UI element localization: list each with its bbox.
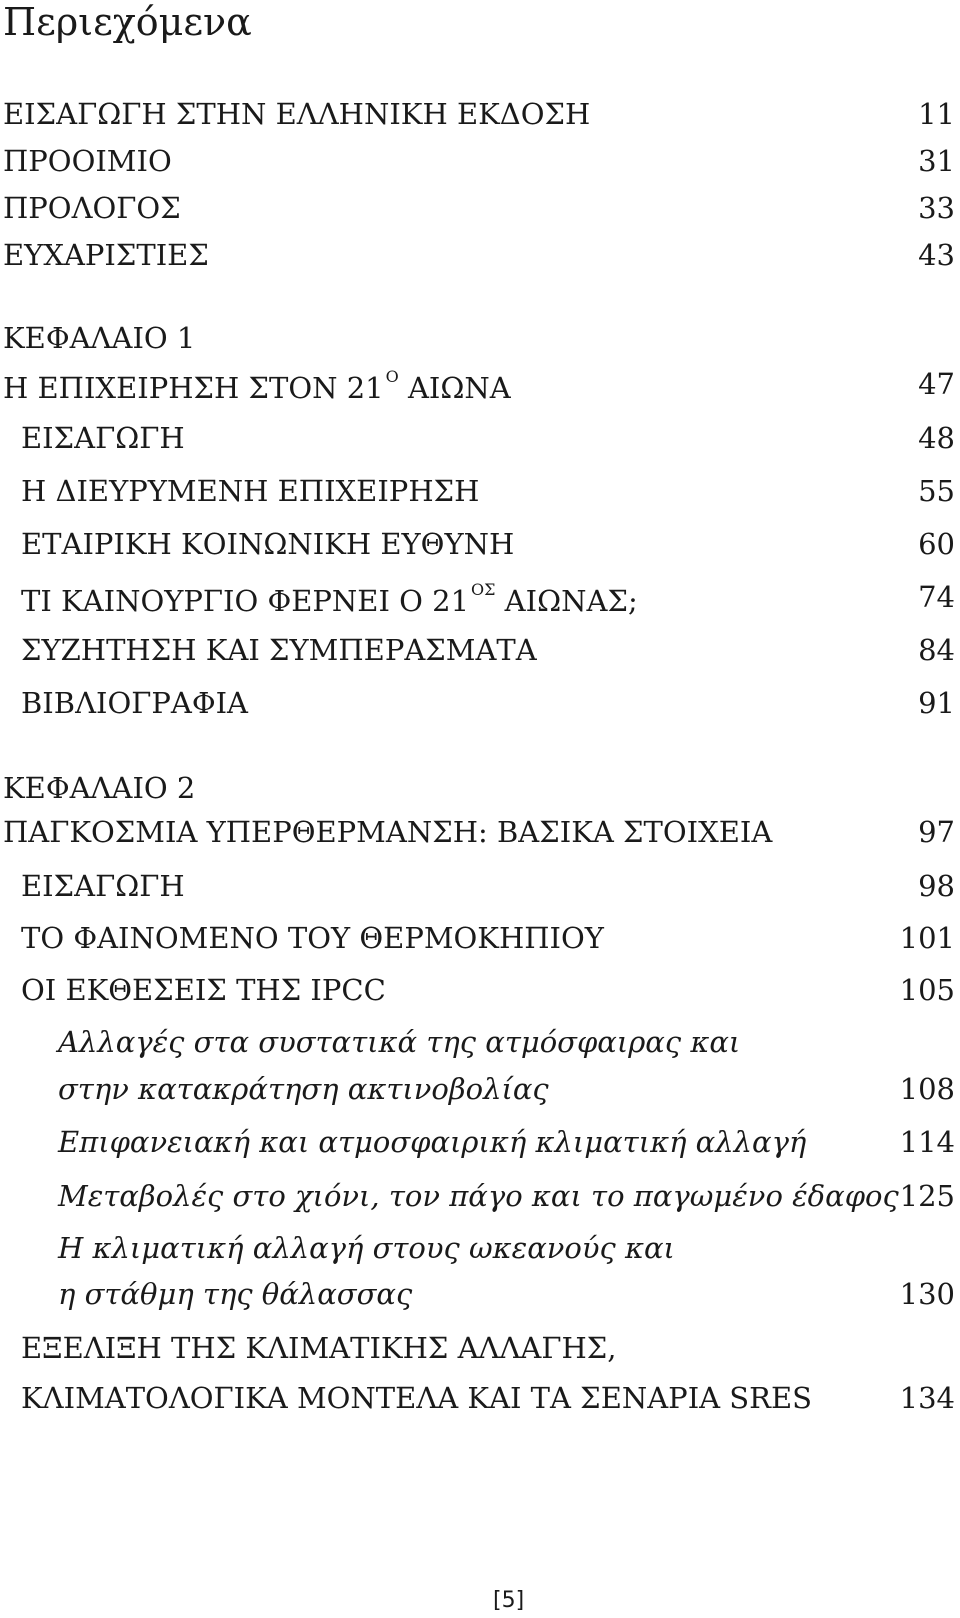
- superscript: ΟΣ: [471, 580, 496, 599]
- toc-section-line1[interactable]: [0, 1331, 955, 1371]
- toc-entry-page: 91: [918, 686, 955, 720]
- toc-subsection-label: Επιφανειακή και ατμοσφαιρική κλιματική αλλαγή: [58, 1125, 807, 1159]
- toc-entry-page: 31: [918, 144, 955, 178]
- toc-section-label: ΕΞΕΛΙΞΗ ΤΗΣ ΚΛΙΜΑΤΙΚΗΣ ΑΛΛΑΓΗΣ,: [21, 1331, 617, 1365]
- chapter-1-heading: [0, 321, 955, 361]
- toc-section[interactable]: [0, 686, 955, 726]
- toc-entry-page: 97: [918, 815, 955, 849]
- chapter-2-title[interactable]: [0, 815, 955, 855]
- toc-entry-page: 84: [918, 633, 955, 667]
- toc-entry[interactable]: [0, 97, 955, 137]
- toc-entry[interactable]: [0, 238, 955, 278]
- toc-entry-label: ΠΡΟΛΟΓΟΣ: [3, 191, 181, 225]
- toc-section[interactable]: [0, 527, 955, 567]
- toc-subsection[interactable]: [0, 1072, 955, 1112]
- toc-entry-page: 11: [918, 97, 955, 131]
- toc-entry-label: ΠΡΟΟΙΜΙΟ: [3, 144, 172, 178]
- toc-section-label: ΣΥΖΗΤΗΣΗ ΚΑΙ ΣΥΜΠΕΡΑΣΜΑΤΑ: [21, 633, 537, 667]
- chapter-title-label: Η ΕΠΙΧΕΙΡΗΣΗ ΣΤΟΝ 21 $^O$ ΑΙΩΝΑ: [3, 367, 511, 405]
- page-number: [5]: [493, 1588, 525, 1613]
- toc-entry-page: 33: [918, 191, 955, 225]
- toc-entry-page: 43: [918, 238, 955, 272]
- toc-subsection[interactable]: [0, 1179, 955, 1219]
- chapter-heading-label: ΚΕΦΑΛΑΙΟ 2: [3, 771, 196, 805]
- toc-section[interactable]: [0, 1381, 955, 1421]
- toc-section-label: ΤΙ ΚΑΙΝΟΥΡΓΙΟ ΦΕΡΝΕΙ Ο 21 $^{O\Sigma}$ ΑΙΩΝΑΣ;: [21, 580, 638, 618]
- toc-section-label: ΟΙ ΕΚΘΕΣΕΙΣ ΤΗΣ IPCC: [21, 973, 386, 1007]
- toc-section[interactable]: [0, 633, 955, 673]
- toc-section[interactable]: [0, 973, 955, 1013]
- toc-entry-page: 125: [899, 1179, 955, 1213]
- toc-entry-page: 114: [899, 1125, 955, 1159]
- toc-entry-page: 47: [918, 367, 955, 401]
- toc-section-label: ΕΙΣΑΓΩΓΗ: [21, 421, 185, 455]
- toc-entry-page: 55: [918, 474, 955, 508]
- toc-entry-page: 74: [918, 580, 955, 614]
- toc-subsection-label: η στάθμη της θάλασσας: [58, 1277, 413, 1311]
- toc-entry-page: 60: [918, 527, 955, 561]
- toc-section-label: ΕΙΣΑΓΩΓΗ: [21, 869, 185, 903]
- toc-subsection[interactable]: [0, 1277, 955, 1317]
- toc-entry-label: ΕΙΣΑΓΩΓΗ ΣΤΗΝ ΕΛΛΗΝΙΚΗ ΕΚΔΟΣΗ: [3, 97, 591, 131]
- toc-section-label: ΕΤΑΙΡΙΚΗ ΚΟΙΝΩΝΙΚΗ ΕΥΘΥΝΗ: [21, 527, 515, 561]
- toc-entry-page: 130: [899, 1277, 955, 1311]
- toc-subsection-label: Μεταβολές στο χιόνι, τον πάγο και το παγωμένο έδαφος: [58, 1179, 899, 1213]
- chapter-title-label: ΠΑΓΚΟΣΜΙΑ ΥΠΕΡΘΕΡΜΑΝΣΗ: ΒΑΣΙΚΑ ΣΤΟΙΧΕΙΑ: [3, 815, 773, 849]
- toc-entry-label: ΕΥΧΑΡΙΣΤΙΕΣ: [3, 238, 209, 272]
- page-title: Περιεχόμενα: [3, 0, 252, 44]
- toc-section-label: ΚΛΙΜΑΤΟΛΟΓΙΚΑ ΜΟΝΤΕΛΑ ΚΑΙ ΤΑ ΣΕΝΑΡΙΑ SRES: [21, 1381, 813, 1415]
- toc-entry-page: 134: [899, 1381, 955, 1415]
- toc-entry-page: 105: [899, 973, 955, 1007]
- toc-subsection-label: Η κλιματική αλλαγή στους ωκεανούς και: [58, 1231, 675, 1265]
- toc-entry-page: 108: [899, 1072, 955, 1106]
- superscript: Ο: [385, 367, 399, 386]
- toc-entry-page: 48: [918, 421, 955, 455]
- toc-subsection-line1[interactable]: [0, 1025, 955, 1065]
- toc-entry-page: 101: [899, 921, 955, 955]
- toc-section-label: ΤΟ ΦΑΙΝΟΜΕΝΟ ΤΟΥ ΘΕΡΜΟΚΗΠΙΟΥ: [21, 921, 604, 955]
- toc-subsection-label: Αλλαγές στα συστατικά της ατμόσφαιρας και: [58, 1025, 741, 1059]
- toc-section[interactable]: [0, 869, 955, 909]
- toc-section[interactable]: [0, 474, 955, 514]
- toc-section[interactable]: [0, 921, 955, 961]
- toc-subsection-line1[interactable]: [0, 1231, 955, 1271]
- chapter-1-title[interactable]: [0, 367, 955, 407]
- toc-entry-page: 98: [918, 869, 955, 903]
- toc-section-label: Η ΔΙΕΥΡΥΜΕΝΗ ΕΠΙΧΕΙΡΗΣΗ: [21, 474, 480, 508]
- chapter-2-heading: [0, 771, 955, 811]
- chapter-heading-label: ΚΕΦΑΛΑΙΟ 1: [3, 321, 196, 355]
- toc-entry[interactable]: [0, 144, 955, 184]
- toc-section[interactable]: [0, 421, 955, 461]
- toc-section[interactable]: [0, 580, 955, 620]
- toc-section-label: ΒΙΒΛΙΟΓΡΑΦΙΑ: [21, 686, 249, 720]
- toc-subsection[interactable]: [0, 1125, 955, 1165]
- toc-entry[interactable]: [0, 191, 955, 231]
- toc-subsection-label: στην κατακράτηση ακτινοβολίας: [58, 1072, 549, 1106]
